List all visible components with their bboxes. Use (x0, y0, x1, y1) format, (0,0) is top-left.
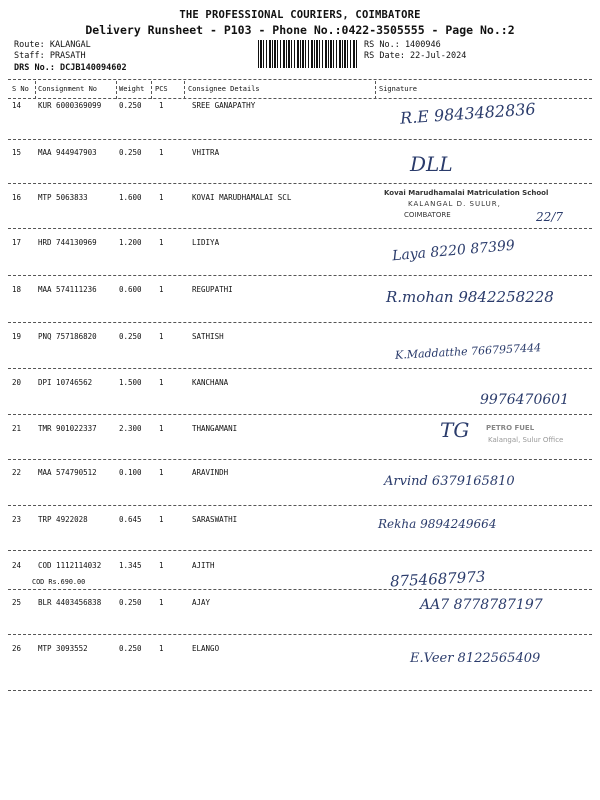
row-weight: 0.100 (119, 468, 142, 477)
row-sno: 19 (12, 332, 22, 341)
row-divider (8, 634, 592, 635)
row-pcs: 1 (159, 101, 164, 110)
row-sno: 24 (12, 561, 22, 570)
col-divider (375, 81, 376, 99)
row-pcs: 1 (159, 332, 164, 341)
row-weight: 0.645 (119, 515, 142, 524)
row-signature: TG (440, 418, 470, 442)
row-consignment: MAA 574111236 (38, 285, 97, 294)
row-consignee: SARASWATHI (192, 515, 238, 524)
row-consignee: ARAVINDH (192, 468, 229, 477)
row-consignee: REGUPATHI (192, 285, 233, 294)
row-consignee: LIDIYA (192, 238, 220, 247)
school-stamp-line2: KALANGAL D. SULUR, (408, 200, 501, 208)
row-signature: K.Maddatthe 7667957444 (394, 341, 542, 362)
col-header-pcs: PCS (155, 85, 168, 93)
row-signature: 9976470601 (480, 392, 570, 408)
row-signature: Rekha 9894249664 (378, 517, 497, 531)
row-weight: 0.250 (119, 644, 142, 653)
fuel-stamp-line2: Kalangal, Sulur Office (488, 436, 564, 444)
row-divider (8, 139, 592, 140)
row-divider (8, 505, 592, 506)
drs-number: DRS No.: DCJB140094602 (14, 63, 127, 73)
row-signature: DLL (410, 152, 453, 176)
row-weight: 0.600 (119, 285, 142, 294)
row-weight: 0.250 (119, 148, 142, 157)
row-consignee: SREE GANAPATHY (192, 101, 256, 110)
row-divider (8, 414, 592, 415)
row-signature: E.Veer 8122565409 (410, 651, 541, 666)
row-pcs: 1 (159, 598, 164, 607)
table-top-rule (8, 79, 592, 80)
row-consignee: KANCHANA (192, 378, 229, 387)
row-pcs: 1 (159, 238, 164, 247)
row-divider (8, 228, 592, 229)
row-consignment: MTP 3093552 (38, 644, 88, 653)
school-stamp-line1: Kovai Marudhamalai Matriculation School (384, 189, 549, 197)
row-pcs: 1 (159, 468, 164, 477)
col-divider (116, 81, 117, 99)
row-weight: 1.600 (119, 193, 142, 202)
row-sno: 18 (12, 285, 22, 294)
row-signature: R.E 9843482836 (399, 99, 537, 128)
col-divider (151, 81, 152, 99)
row-consignment: COD 1112114032 (38, 561, 102, 570)
row-pcs: 1 (159, 424, 164, 433)
col-divider (35, 81, 36, 99)
row-consignee: THANGAMANI (192, 424, 238, 433)
row-consignment: DPI 10746562 (38, 378, 93, 387)
col-header-consignee: Consignee Details (188, 85, 260, 93)
row-divider (8, 459, 592, 460)
row-weight: 0.250 (119, 101, 142, 110)
row-consignee: KOVAI MARUDHAMALAI SCL (192, 193, 292, 202)
row-pcs: 1 (159, 285, 164, 294)
row-divider (8, 550, 592, 551)
row-sno: 14 (12, 101, 22, 110)
row-consignee: AJITH (192, 561, 215, 570)
col-divider (184, 81, 185, 99)
fuel-stamp: PETRO FUEL (486, 424, 535, 432)
col-header-signature: Signature (379, 85, 417, 93)
row-pcs: 1 (159, 378, 164, 387)
row-signature: Laya 8220 87399 (391, 237, 516, 265)
row-consignee: AJAY (192, 598, 211, 607)
row-signature: 8754687973 (389, 567, 486, 591)
row-signature: AA7 8778787197 (420, 597, 543, 613)
row-divider (8, 589, 592, 590)
row-sno: 20 (12, 378, 22, 387)
row-weight: 0.250 (119, 598, 142, 607)
row-consignment: BLR 4403456838 (38, 598, 102, 607)
barcode-image (258, 40, 358, 68)
row-sno: 17 (12, 238, 22, 247)
cod-amount: COD Rs.690.00 (32, 578, 86, 586)
row-sno: 25 (12, 598, 22, 607)
table-bottom-rule (8, 690, 592, 691)
row-pcs: 1 (159, 561, 164, 570)
runsheet-title: Delivery Runsheet - P103 - Phone No.:0422-3505555 - Page No.:2 (85, 23, 515, 37)
row-pcs: 1 (159, 644, 164, 653)
row-divider (8, 183, 592, 184)
row-consignee: SATHISH (192, 332, 224, 341)
row-sno: 15 (12, 148, 22, 157)
row-weight: 1.200 (119, 238, 142, 247)
row-divider (8, 368, 592, 369)
row-consignment: TRP 4922028 (38, 515, 88, 524)
row-sno: 21 (12, 424, 22, 433)
row-weight: 2.300 (119, 424, 142, 433)
row-pcs: 1 (159, 515, 164, 524)
row-signature: 22/7 (536, 210, 563, 224)
row-pcs: 1 (159, 193, 164, 202)
col-header-consignment: Consignment No (38, 85, 98, 93)
row-consignment: HRD 744130969 (38, 238, 97, 247)
row-weight: 1.345 (119, 561, 142, 570)
rs-date: RS Date: 22-Jul-2024 (364, 51, 467, 61)
row-consignment: TMR 901022337 (38, 424, 97, 433)
row-sno: 22 (12, 468, 22, 477)
row-consignment: MAA 944947903 (38, 148, 97, 157)
row-signature: R.mohan 9842258228 (386, 288, 554, 306)
row-weight: 0.250 (119, 332, 142, 341)
row-consignment: MTP 5063833 (38, 193, 88, 202)
company-title: THE PROFESSIONAL COURIERS, COIMBATORE (179, 9, 421, 21)
staff-label: Staff: PRASATH (14, 51, 86, 61)
table-header-rule (8, 98, 592, 99)
row-consignment: MAA 574790512 (38, 468, 97, 477)
school-stamp-line3: COIMBATORE (404, 211, 451, 219)
row-consignment: PNQ 757186820 (38, 332, 97, 341)
row-weight: 1.500 (119, 378, 142, 387)
row-signature: Arvind 6379165810 (384, 474, 515, 489)
row-sno: 26 (12, 644, 22, 653)
row-sno: 16 (12, 193, 22, 202)
row-divider (8, 322, 592, 323)
row-sno: 23 (12, 515, 22, 524)
col-header-weight: Weight (119, 85, 145, 93)
row-pcs: 1 (159, 148, 164, 157)
row-divider (8, 275, 592, 276)
col-header-sno: S No (12, 85, 29, 93)
row-consignment: KUR 6000369099 (38, 101, 102, 110)
row-consignee: VHITRA (192, 148, 220, 157)
route-label: Route: KALANGAL (14, 40, 91, 50)
row-consignee: ELANGO (192, 644, 220, 653)
rs-number: RS No.: 1400946 (364, 40, 441, 50)
